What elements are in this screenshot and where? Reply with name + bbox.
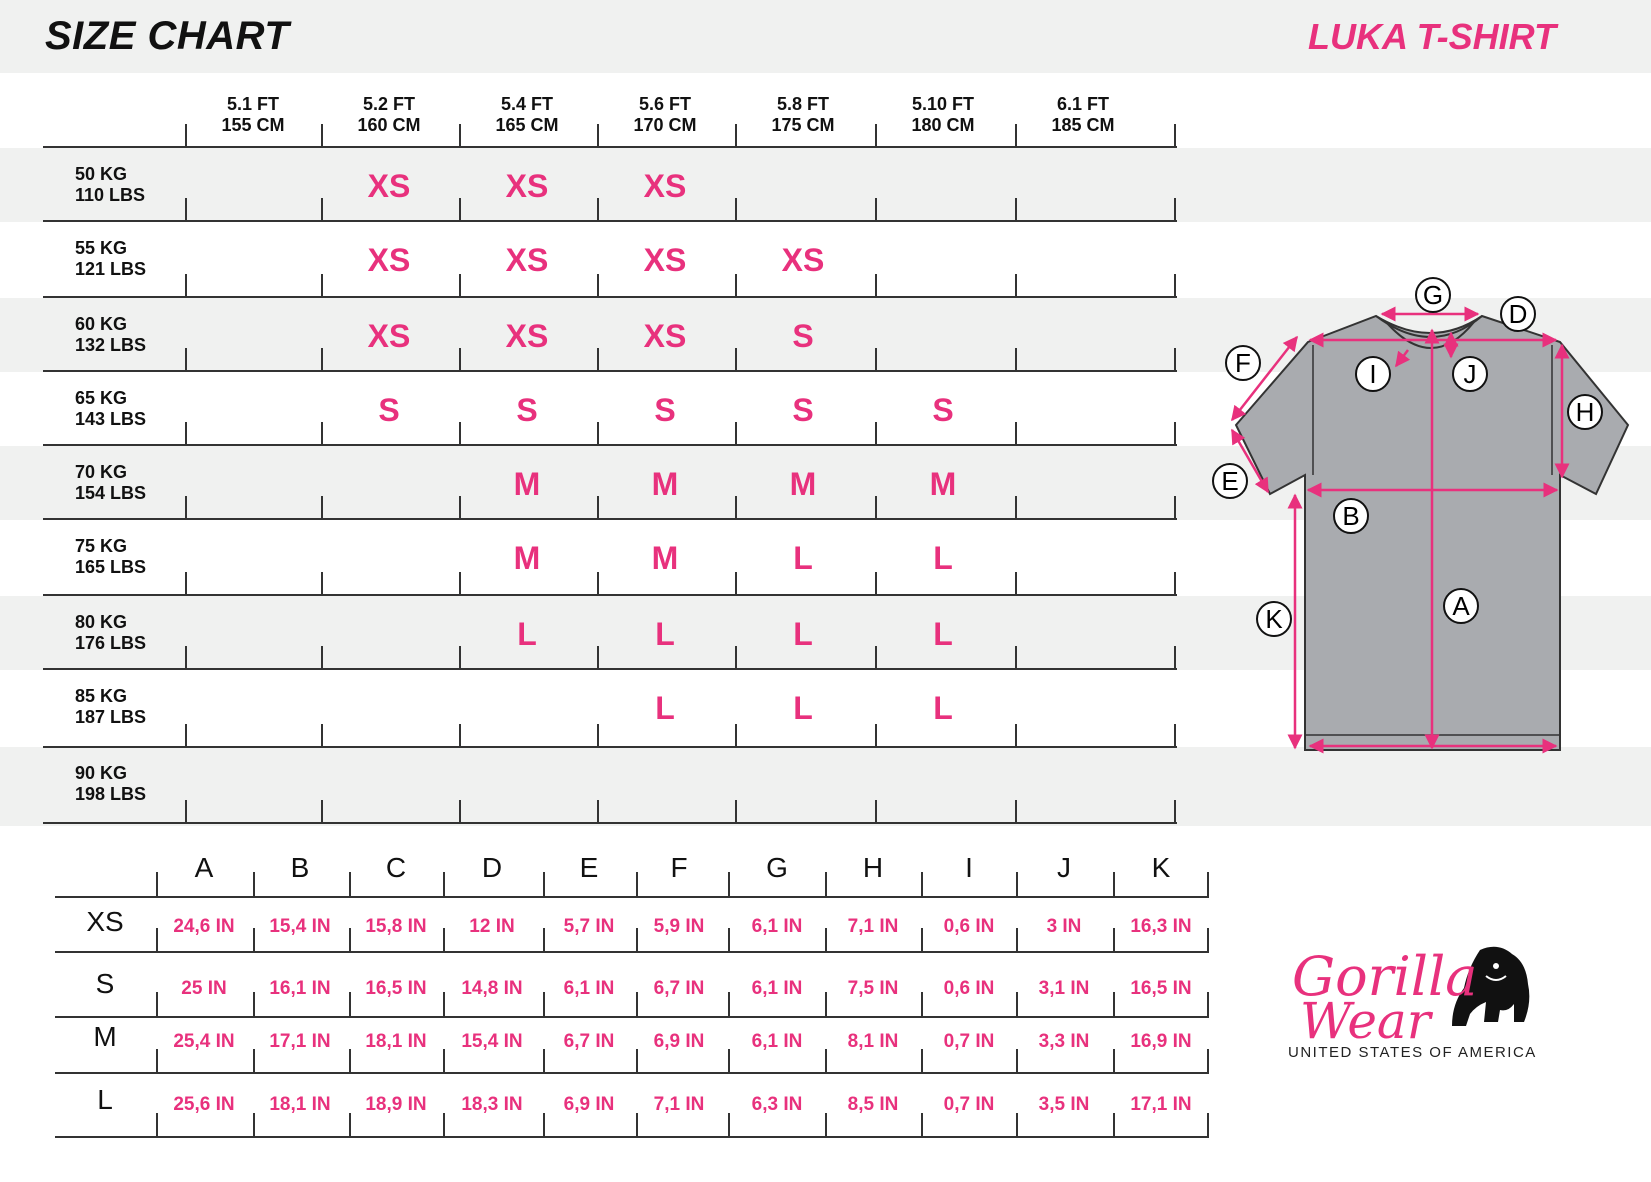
measure-value: 18,1 IN [269, 1094, 331, 1115]
weight-lbs: 143 LBS [75, 409, 147, 429]
grid-tick [1015, 348, 1017, 370]
weight-row-header [75, 763, 146, 805]
grid-tick [321, 572, 323, 594]
grid-tick [185, 724, 187, 746]
grid-tick [185, 124, 187, 146]
measure-value: 3,5 IN [1038, 1094, 1090, 1115]
grid-tick [1015, 274, 1017, 296]
measure-value: 17,1 IN [1130, 1094, 1192, 1115]
measure-value: 12 IN [469, 916, 515, 937]
table-tick [1207, 872, 1209, 896]
measure-value: 8,1 IN [847, 1031, 899, 1052]
table-tick [349, 872, 351, 896]
measure-value: 0,6 IN [943, 978, 995, 999]
grid-line [43, 518, 1177, 520]
size-cell: L [933, 690, 953, 726]
weight-lbs: 187 LBS [75, 707, 147, 727]
grid-tick [1174, 572, 1176, 594]
grid-tick [875, 124, 877, 146]
grid-tick [1174, 422, 1176, 444]
measure-value: 18,9 IN [365, 1094, 427, 1115]
grid-tick [459, 124, 461, 146]
measure-value: 6,3 IN [751, 1094, 803, 1115]
measure-value: 25,4 IN [173, 1031, 235, 1052]
diagram-label: E [1221, 466, 1239, 496]
grid-line [43, 146, 1177, 148]
table-line [55, 951, 1209, 953]
measure-value: 0,6 IN [943, 916, 995, 937]
grid-tick [321, 800, 323, 822]
size-cell: L [655, 690, 675, 726]
grid-tick [185, 422, 187, 444]
product-name: LUKA T-SHIRT [1308, 16, 1556, 57]
measure-value: 6,1 IN [751, 916, 803, 937]
measure-value: 6,7 IN [653, 978, 705, 999]
measure-column-header: E [579, 852, 599, 883]
height-cm: 180 CM [911, 115, 975, 135]
tshirt-diagram [1200, 268, 1650, 768]
table-tick [543, 872, 545, 896]
table-line [55, 1136, 1209, 1138]
size-cell: XS [367, 168, 411, 204]
size-cell: M [513, 540, 541, 576]
height-column-header [458, 94, 596, 136]
grid-tick [321, 124, 323, 146]
size-cell: XS [505, 318, 549, 354]
weight-row-header [75, 388, 146, 430]
measure-column-header: D [481, 852, 503, 883]
weight-kg: 80 KG [75, 612, 128, 632]
grid-tick [321, 646, 323, 668]
grid-tick [875, 274, 877, 296]
grid-tick [1174, 198, 1176, 220]
diagram-label: K [1265, 604, 1283, 634]
measure-value: 16,3 IN [1130, 916, 1192, 937]
weight-lbs: 110 LBS [75, 185, 146, 205]
measure-value: 16,1 IN [269, 978, 331, 999]
grid-line [43, 296, 1177, 298]
measure-value: 3,1 IN [1038, 978, 1090, 999]
table-tick [1207, 1113, 1209, 1136]
measure-value: 7,1 IN [847, 916, 899, 937]
table-tick [156, 872, 158, 896]
table-tick [728, 1113, 730, 1136]
measure-value: 6,9 IN [563, 1094, 615, 1115]
grid-tick [597, 800, 599, 822]
size-cell: XS [643, 242, 687, 278]
grid-tick [735, 800, 737, 822]
grid-tick [1015, 646, 1017, 668]
size-cell: XS [367, 242, 411, 278]
height-ft: 5.4 FT [500, 94, 553, 114]
grid-tick [1174, 646, 1176, 668]
measure-value: 3 IN [1046, 916, 1082, 937]
measure-value: 0,7 IN [943, 1031, 995, 1052]
grid-tick [185, 274, 187, 296]
measure-column-header: H [862, 852, 884, 883]
weight-kg: 75 KG [75, 536, 128, 556]
grid-tick [735, 724, 737, 746]
height-ft: 5.1 FT [226, 94, 279, 114]
measure-value: 6,1 IN [751, 1031, 803, 1052]
measure-value: 15,4 IN [461, 1031, 523, 1052]
height-cm: 165 CM [495, 115, 559, 135]
weight-lbs: 132 LBS [75, 335, 147, 355]
measure-value: 5,7 IN [563, 916, 615, 937]
table-tick [543, 1113, 545, 1136]
size-cell: S [792, 318, 814, 354]
grid-tick [459, 724, 461, 746]
weight-kg: 65 KG [75, 388, 128, 408]
size-cell: M [789, 466, 817, 502]
logo-wear-text: Wear [1300, 992, 1431, 1050]
grid-line [43, 444, 1177, 446]
measure-column-header: J [1057, 852, 1071, 883]
weight-kg: 70 KG [75, 462, 128, 482]
measure-value: 6,1 IN [751, 978, 803, 999]
size-cell: XS [505, 242, 549, 278]
weight-row-header [75, 314, 146, 356]
table-tick [443, 1113, 445, 1136]
weight-row-header [75, 164, 145, 206]
measure-value: 15,8 IN [365, 916, 427, 937]
row-band [0, 148, 1651, 222]
measure-value: 25 IN [181, 978, 227, 999]
height-ft: 5.6 FT [638, 94, 691, 114]
table-line [55, 896, 1209, 898]
measure-value: 5,9 IN [653, 916, 705, 937]
grid-tick [875, 800, 877, 822]
size-cell: L [793, 690, 813, 726]
size-cell: XS [367, 318, 411, 354]
measure-value: 6,1 IN [563, 978, 615, 999]
height-column-header [734, 94, 872, 136]
size-cell: S [516, 392, 538, 428]
height-column-header [184, 94, 322, 136]
grid-line [43, 822, 1177, 824]
measure-column-header: K [1151, 852, 1171, 883]
measure-value: 25,6 IN [173, 1094, 235, 1115]
height-ft: 5.10 FT [911, 94, 975, 114]
size-cell: M [929, 466, 957, 502]
size-cell: S [654, 392, 676, 428]
diagram-label: G [1422, 280, 1444, 310]
height-ft: 5.2 FT [362, 94, 415, 114]
height-cm: 175 CM [771, 115, 835, 135]
weight-kg: 90 KG [75, 763, 128, 783]
size-cell: L [933, 616, 953, 652]
weight-kg: 85 KG [75, 686, 128, 706]
measure-column-header: G [766, 852, 788, 883]
table-tick [1113, 872, 1115, 896]
size-cell: L [933, 540, 953, 576]
measure-value: 8,5 IN [847, 1094, 899, 1115]
diagram-label: J [1463, 359, 1477, 389]
diagram-label: F [1235, 348, 1251, 378]
measure-value: 18,3 IN [461, 1094, 523, 1115]
grid-tick [875, 198, 877, 220]
measure-value: 14,8 IN [461, 978, 523, 999]
height-column-header [320, 94, 458, 136]
grid-tick [1174, 800, 1176, 822]
measure-column-header: B [290, 852, 310, 883]
measure-value: 6,7 IN [563, 1031, 615, 1052]
measure-value: 7,5 IN [847, 978, 899, 999]
size-cell: L [793, 616, 813, 652]
table-tick [253, 1113, 255, 1136]
size-cell: S [932, 392, 954, 428]
measure-row-size: L [97, 1084, 113, 1115]
grid-tick [735, 124, 737, 146]
weight-row-header [75, 686, 146, 728]
weight-lbs: 176 LBS [75, 633, 147, 653]
grid-line [43, 220, 1177, 222]
size-cell: M [513, 466, 541, 502]
height-cm: 170 CM [633, 115, 697, 135]
weight-lbs: 121 LBS [75, 259, 147, 279]
weight-row-header [75, 612, 146, 654]
grid-tick [185, 198, 187, 220]
grid-tick [1015, 724, 1017, 746]
size-cell: S [792, 392, 814, 428]
grid-line [43, 594, 1177, 596]
measure-value: 15,4 IN [269, 916, 331, 937]
size-cell: XS [643, 168, 687, 204]
grid-tick [875, 724, 877, 746]
grid-line [43, 668, 1177, 670]
weight-lbs: 154 LBS [75, 483, 147, 503]
measure-column-header: A [194, 852, 214, 883]
table-tick [1016, 1113, 1018, 1136]
measure-value: 16,5 IN [365, 978, 427, 999]
measure-row-size: S [95, 968, 115, 999]
size-cell: M [651, 540, 679, 576]
height-cm: 155 CM [221, 115, 285, 135]
grid-tick [735, 198, 737, 220]
size-cell: XS [643, 318, 687, 354]
measure-value: 6,9 IN [653, 1031, 705, 1052]
grid-line [43, 370, 1177, 372]
grid-tick [185, 348, 187, 370]
weight-kg: 50 KG [75, 164, 128, 184]
size-cell: XS [781, 242, 825, 278]
size-cell: M [651, 466, 679, 502]
table-tick [921, 1113, 923, 1136]
measure-value: 0,7 IN [943, 1094, 995, 1115]
size-cell: XS [505, 168, 549, 204]
height-ft: 6.1 FT [1056, 94, 1109, 114]
table-line [55, 1016, 1209, 1018]
table-tick [1113, 1113, 1115, 1136]
measure-row-size: XS [86, 906, 124, 937]
grid-tick [1174, 348, 1176, 370]
weight-kg: 55 KG [75, 238, 128, 258]
table-line [55, 1072, 1209, 1074]
weight-lbs: 165 LBS [75, 557, 147, 577]
grid-tick [1015, 422, 1017, 444]
table-tick [825, 1113, 827, 1136]
grid-tick [185, 800, 187, 822]
grid-tick [1174, 124, 1176, 146]
grid-tick [875, 348, 877, 370]
diagram-label: H [1575, 397, 1595, 427]
table-tick [825, 872, 827, 896]
table-tick [253, 872, 255, 896]
grid-tick [1015, 124, 1017, 146]
weight-row-header [75, 462, 146, 504]
grid-tick [1015, 800, 1017, 822]
table-tick [443, 872, 445, 896]
table-tick [921, 872, 923, 896]
logo-tagline: UNITED STATES OF AMERICA [1288, 1044, 1537, 1061]
grid-tick [185, 496, 187, 518]
grid-tick [185, 646, 187, 668]
grid-tick [321, 496, 323, 518]
table-tick [728, 872, 730, 896]
table-tick [636, 872, 638, 896]
height-cm: 185 CM [1051, 115, 1115, 135]
diagram-label: D [1508, 299, 1528, 329]
size-cell: L [655, 616, 675, 652]
grid-tick [1015, 572, 1017, 594]
height-column-header [874, 94, 1012, 136]
table-tick [156, 1113, 158, 1136]
table-tick [1016, 872, 1018, 896]
grid-line [43, 746, 1177, 748]
table-tick [636, 1113, 638, 1136]
grid-tick [597, 124, 599, 146]
measure-value: 3,3 IN [1038, 1031, 1090, 1052]
height-column-header [1014, 94, 1152, 136]
measure-value: 24,6 IN [173, 916, 235, 937]
measure-value: 7,1 IN [653, 1094, 705, 1115]
measure-value: 18,1 IN [365, 1031, 427, 1052]
grid-tick [1174, 724, 1176, 746]
diagram-label: I [1369, 359, 1377, 389]
grid-tick [1174, 496, 1176, 518]
height-column-header [596, 94, 734, 136]
grid-tick [185, 572, 187, 594]
height-ft: 5.8 FT [776, 94, 829, 114]
weight-row-header [75, 536, 146, 578]
grid-tick [1174, 274, 1176, 296]
size-cell: S [378, 392, 400, 428]
measure-column-header: I [965, 852, 973, 883]
measure-row-size: M [93, 1021, 117, 1052]
size-cell: L [793, 540, 813, 576]
table-tick [349, 1113, 351, 1136]
diagram-label: A [1452, 591, 1470, 621]
grid-tick [597, 724, 599, 746]
measure-column-header: C [385, 852, 407, 883]
weight-lbs: 198 LBS [75, 784, 147, 804]
diagram-label: B [1342, 501, 1360, 531]
measure-value: 16,9 IN [1130, 1031, 1192, 1052]
measure-value: 17,1 IN [269, 1031, 331, 1052]
logo-gorilla-text: Gorilla [1292, 945, 1478, 1008]
measure-column-header: F [670, 852, 688, 883]
weight-kg: 60 KG [75, 314, 128, 334]
weight-row-header [75, 238, 146, 280]
page-title: SIZE CHART [45, 14, 290, 58]
grid-tick [1015, 496, 1017, 518]
grid-tick [321, 724, 323, 746]
grid-tick [459, 800, 461, 822]
size-cell: L [517, 616, 537, 652]
grid-tick [1015, 198, 1017, 220]
measure-value: 16,5 IN [1130, 978, 1192, 999]
height-cm: 160 CM [357, 115, 421, 135]
